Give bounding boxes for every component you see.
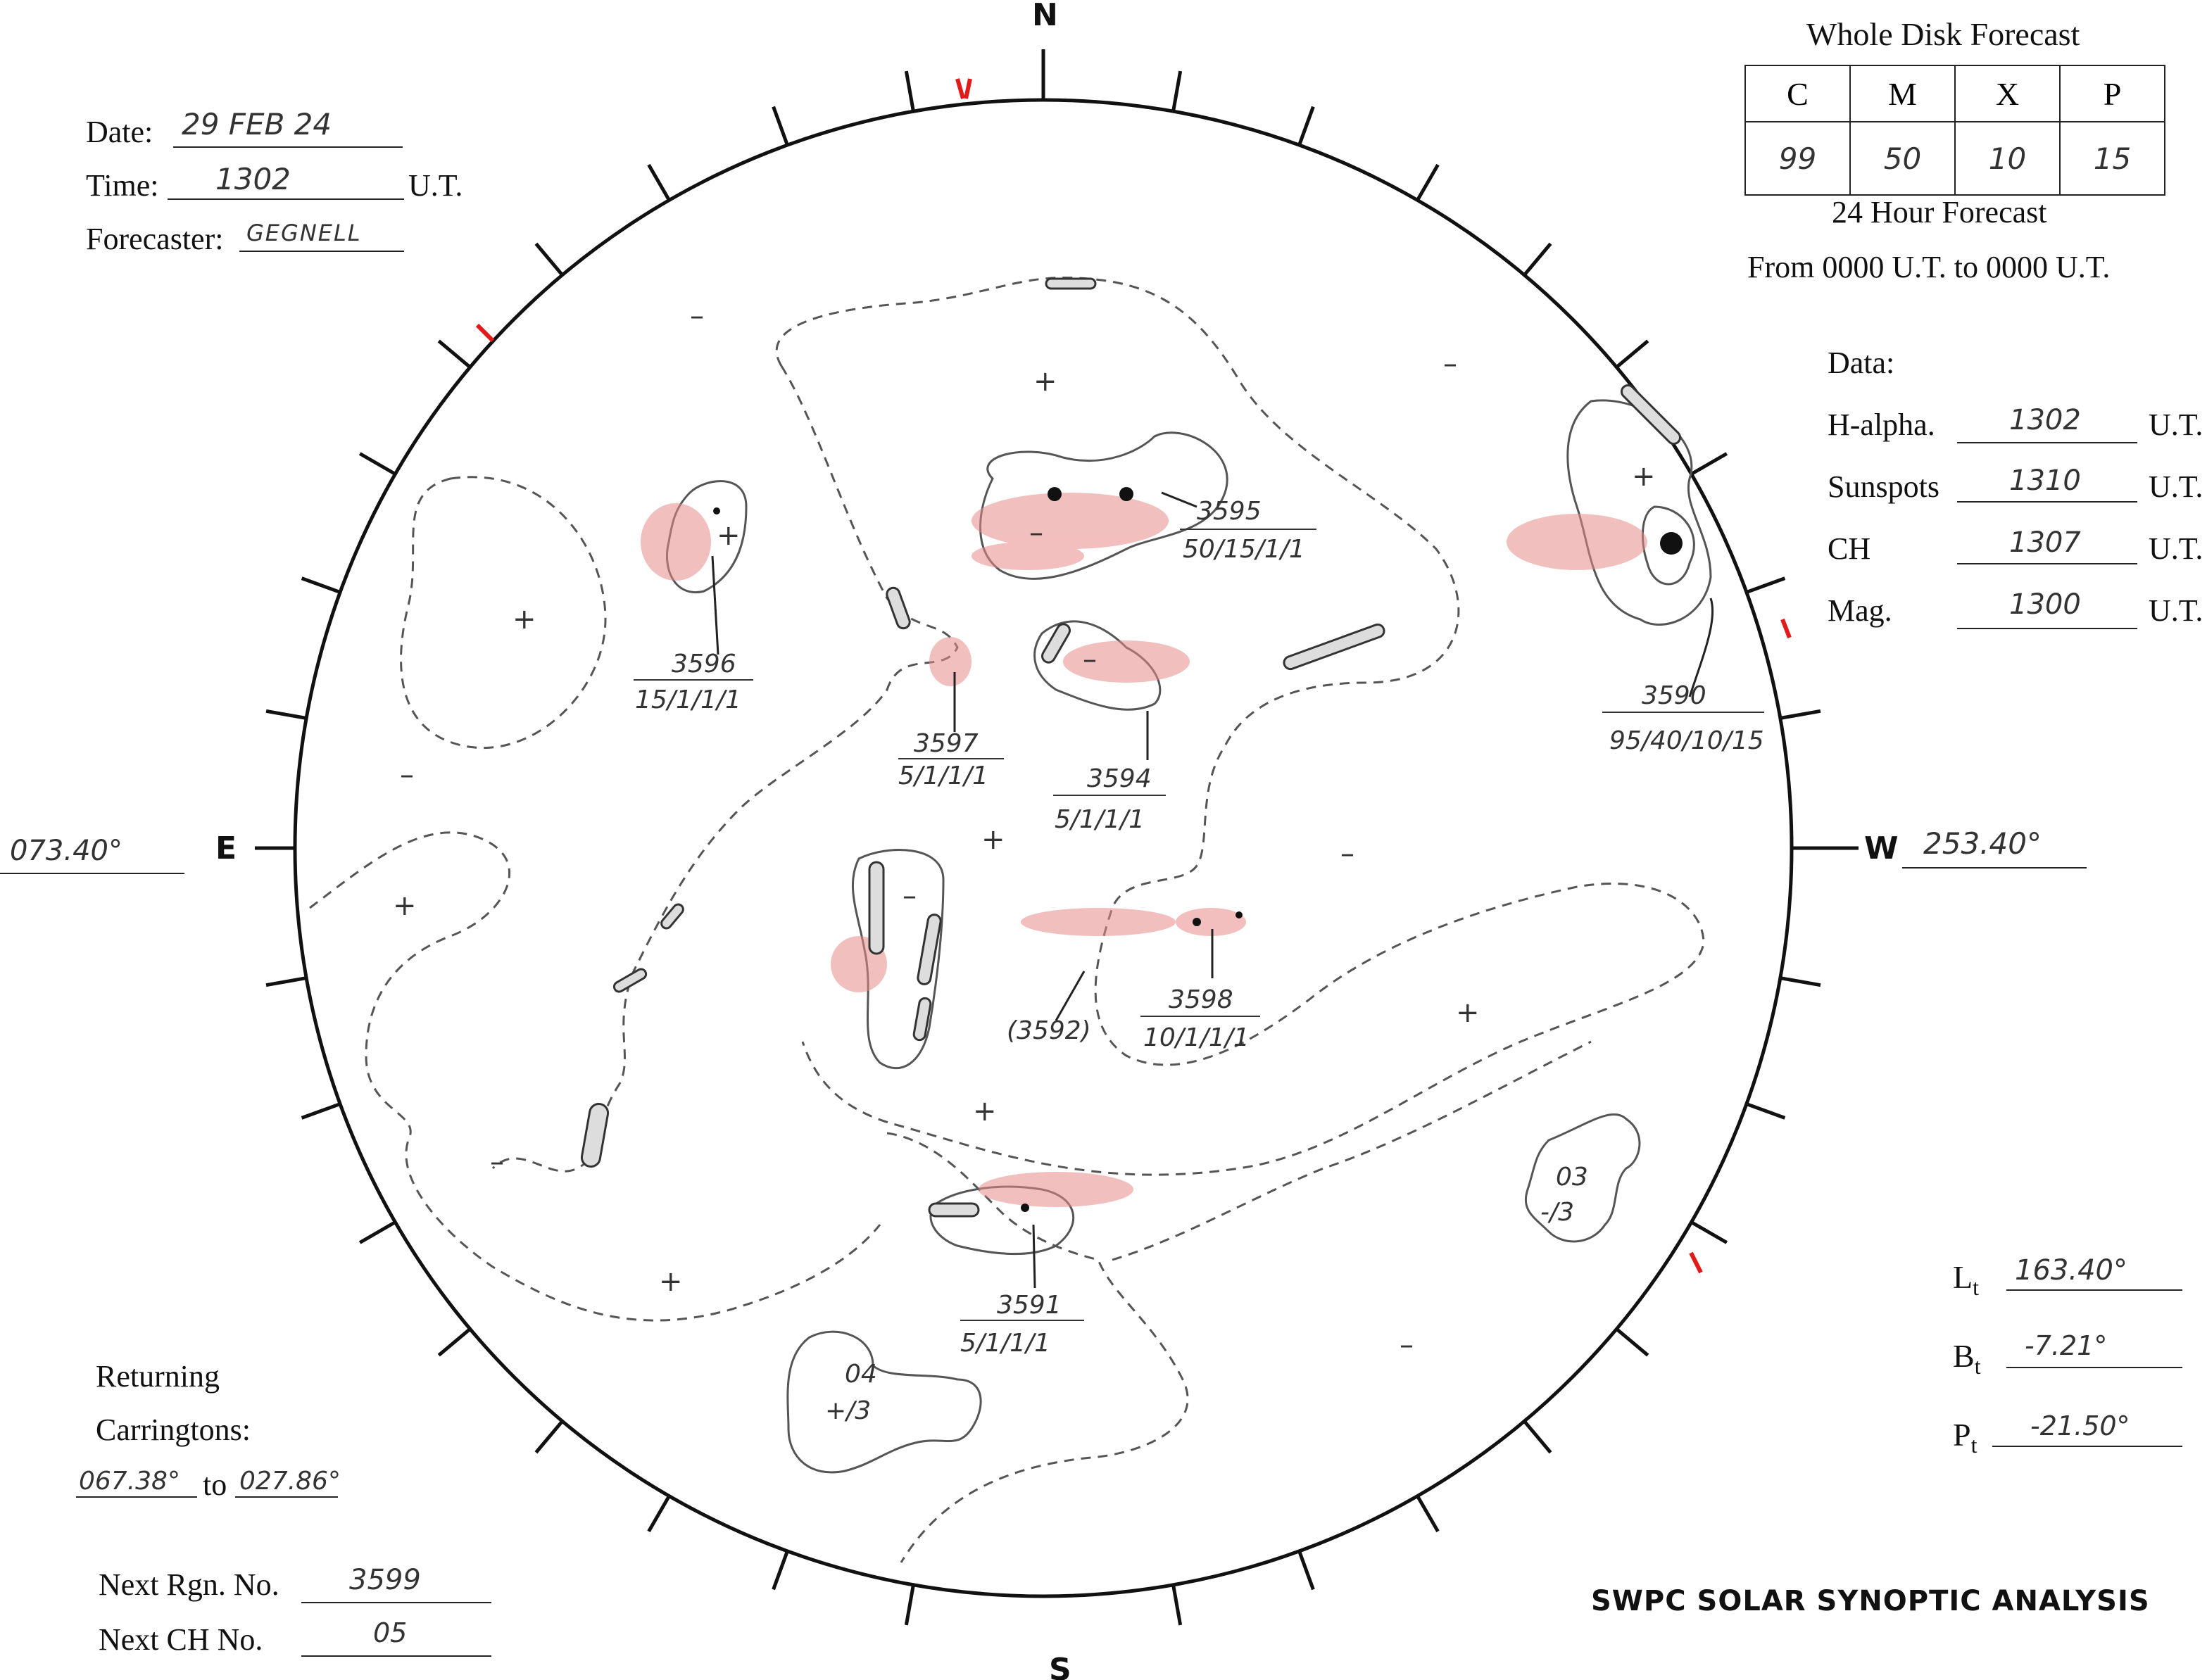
east-longitude: 073.40° [10,835,122,867]
plus-mark: + [717,519,741,552]
forecast-val-c: 99 [1745,122,1850,195]
limb-tick [1780,711,1821,718]
bt-line [2006,1367,2182,1368]
next-ch-line [301,1655,491,1657]
forecast-period: 24 Hour Forecast [1832,195,2047,229]
limb-tick [1524,1421,1550,1452]
compass-letters [215,0,1899,1680]
lt-value: 163.40° [2015,1254,2127,1287]
compass-east: E [215,830,237,866]
plage-3592 [1021,908,1176,936]
next-rgn-value: 3599 [349,1564,421,1596]
bt-sub: t [1974,1353,1981,1379]
carringtons-label: Carringtons: [96,1413,251,1447]
region-3596-stats: 15/1/1/1 [635,686,741,714]
minus-mark: – [400,759,414,791]
region-3597-id: 3597 [914,729,979,758]
compass-north: N [1032,0,1058,33]
forecast-col-m: M [1850,65,1955,122]
minus-mark: – [1443,348,1457,380]
returning-label: Returning [96,1359,220,1394]
filament-north [1046,279,1095,289]
forecaster-signature: GEGNELL [246,220,362,246]
pt-sub: t [1970,1432,1978,1458]
forecast-title: Whole Disk Forecast [1806,16,2080,52]
limb-tick [360,1223,395,1243]
data-mag-label: Mag. [1828,593,1892,628]
forecaster-label: Forecaster: [86,222,224,256]
minus-mark: – [903,880,917,912]
minus-mark: – [490,1146,504,1178]
plage-3590 [1507,514,1647,570]
lt-letter: L [1953,1259,1973,1295]
data-sunspots-unit: U.T. [2149,469,2203,504]
plage-3596 [641,503,711,581]
filament-sw [580,1102,609,1168]
plus-mark: + [981,823,1005,856]
bt-label [1953,1337,1981,1379]
plus-mark: + [393,890,417,922]
forecast-val-x: 10 [1955,122,2060,195]
limb-tick [1418,165,1438,200]
red-mark-n [957,79,970,99]
limb-tick [1174,71,1181,111]
next-ch-value: 05 [373,1617,408,1648]
neutral-line-ne-loop [401,477,605,748]
limb-tick [360,454,395,474]
solar-limb [295,100,1792,1596]
lt-sub: t [1973,1275,1979,1301]
limb-tick [1692,454,1727,474]
returning-to: 027.86° [239,1467,341,1496]
returning-to-word: to [203,1467,227,1502]
plage-3594 [1063,640,1190,683]
limb-tick [1174,1585,1181,1625]
limb-tick [906,71,913,111]
limb-tick [649,1496,669,1531]
limb-tick [536,1421,562,1452]
red-mark-e [1782,619,1790,638]
region-3592-id: (3592) [1007,1016,1091,1045]
filament-east-1 [660,902,685,930]
data-mag-unit: U.T. [2149,593,2203,628]
time-label: Time: [86,168,159,203]
compass-south: S [1049,1652,1071,1680]
pt-letter: P [1953,1417,1971,1453]
region-3591-stats: 5/1/1/1 [960,1329,1051,1358]
data-halpha-unit: U.T. [2149,408,2203,442]
limb-tick [1616,341,1647,367]
filament-3590 [1619,383,1683,447]
arrow-3592 [1056,971,1084,1021]
time-unit: U.T. [408,168,463,203]
filament-east-2 [612,967,648,993]
next-ch-label: Next CH No. [99,1622,263,1657]
region-3590-id: 3590 [1642,681,1706,710]
spot-3598b [1235,911,1243,918]
compass-west: W [1864,830,1899,866]
region-3591-id: 3591 [997,1291,1062,1320]
plus-mark: + [513,603,536,636]
plage-3598 [1176,908,1246,936]
data-sunspots-value: 1310 [2009,465,2081,497]
limb-tick [302,1104,341,1118]
forecast-val-p: 15 [2060,122,2165,195]
ch-04-number: 04 [845,1360,877,1389]
ch-04-outline [788,1332,981,1472]
pt-label [1953,1416,1977,1458]
lt-label [1953,1258,1979,1301]
limb-tick [906,1585,913,1625]
plage-areas [641,493,1647,1207]
sunspots [713,487,1683,1212]
neutral-line-central [493,366,957,1171]
filament-center-left [869,862,884,954]
arrow-3591 [1033,1225,1035,1288]
footer-title: SWPC SOLAR SYNOPTIC ANALYSIS [1591,1585,2150,1617]
data-ch-unit: U.T. [2149,531,2203,566]
limb-ticks [266,71,1821,1625]
spot-3598a [1193,918,1201,926]
region-3590-stats: 95/40/10/15 [1609,726,1764,755]
west-longitude-line [1902,867,2087,869]
loop-3590 [1568,400,1711,625]
returning-to-line [235,1496,338,1498]
east-longitude-line [0,873,184,874]
plage-3595 [972,493,1169,549]
spot-3596 [713,507,720,514]
minus-mark: – [1083,643,1097,676]
returning-from: 067.38° [79,1467,180,1496]
limb-tick [1524,244,1550,274]
spot-3591 [1021,1204,1029,1212]
filament-nw [1282,623,1385,671]
plage-3595b [972,542,1084,570]
date-label: Date: [86,115,153,149]
forecast-val-m: 50 [1850,122,1955,195]
neutral-line-se [1112,1042,1591,1260]
plus-mark: + [1456,997,1480,1029]
arrow-3595 [1162,493,1197,507]
west-longitude: 253.40° [1923,826,2042,861]
region-labels [635,497,1764,1425]
pt-line [1992,1446,2182,1447]
data-halpha-label: H-alpha. [1828,408,1935,442]
limb-tick [1616,1329,1647,1355]
ch-04-polarity: +/3 [825,1396,872,1425]
limb-tick [439,341,470,367]
minus-mark: – [1400,1329,1414,1361]
next-rgn-line [301,1602,491,1603]
time-value: 1302 [215,162,291,196]
plus-mark: + [659,1265,683,1298]
data-ch-label: CH [1828,531,1871,566]
limb-tick [1692,1223,1727,1243]
ch-03-number: 03 [1556,1163,1588,1192]
bt-value: -7.21° [2025,1330,2108,1361]
forecast-col-x: X [1955,65,2060,122]
limb-tick [302,579,341,593]
region-3595-id: 3595 [1197,497,1262,526]
red-mark-sw [1691,1253,1701,1272]
plus-mark: + [1033,365,1057,398]
plus-mark: + [1632,460,1656,493]
limb-tick [1747,579,1785,593]
spot-3595b [1119,487,1133,501]
plus-mark: + [973,1095,997,1128]
filament-3591 [929,1204,979,1216]
data-sunspots-label: Sunspots [1828,469,1939,504]
data-mag-value: 1300 [2009,588,2081,621]
spot-3595a [1048,487,1062,501]
plage-3597 [929,637,972,686]
region-3598-stats: 10/1/1/1 [1143,1023,1250,1052]
limb-tick [1300,1551,1314,1590]
returning-from-line [76,1496,197,1498]
date-value: 29 FEB 24 [182,107,332,141]
region-3594-id: 3594 [1087,764,1152,793]
filaments [580,279,1683,1216]
forecast-col-p: P [2060,65,2165,122]
limb-tick [774,107,788,146]
limb-tick [1780,978,1821,985]
limb-tick [266,978,306,985]
limb-tick [439,1329,470,1355]
minus-mark: – [1340,838,1354,870]
region-3595-stats: 50/15/1/1 [1183,535,1305,564]
limb-tick [536,244,562,274]
data-ch-value: 1307 [2009,526,2081,559]
spot-3590 [1660,532,1683,555]
bt-letter: B [1953,1338,1975,1374]
data-title: Data: [1828,346,1895,380]
filament-ne [885,586,911,631]
minus-mark: – [690,300,704,332]
limb-tick [1418,1496,1438,1531]
region-3598-id: 3598 [1169,985,1233,1014]
minus-mark: – [1029,517,1043,549]
limb-tick [266,711,306,718]
arrow-3596 [712,556,718,655]
limb-tick [649,165,669,200]
region-3594-stats: 5/1/1/1 [1055,805,1145,834]
forecast-col-c: C [1745,65,1850,122]
limb-tick [1300,107,1314,146]
limb-tick [1747,1104,1785,1118]
region-3597-stats: 5/1/1/1 [898,762,989,790]
lt-line [2006,1289,2182,1291]
ch-03-polarity: -/3 [1540,1198,1575,1227]
red-mark-nw [477,325,493,341]
region-3596-id: 3596 [672,650,736,678]
neutral-lines [310,277,1704,1562]
pt-value: -21.50° [2030,1410,2130,1441]
limb-tick [774,1551,788,1590]
plage-3591 [979,1172,1133,1207]
next-rgn-label: Next Rgn. No. [99,1567,279,1602]
forecast-range: From 0000 U.T. to 0000 U.T. [1747,250,2111,284]
data-halpha-value: 1302 [2009,404,2081,436]
